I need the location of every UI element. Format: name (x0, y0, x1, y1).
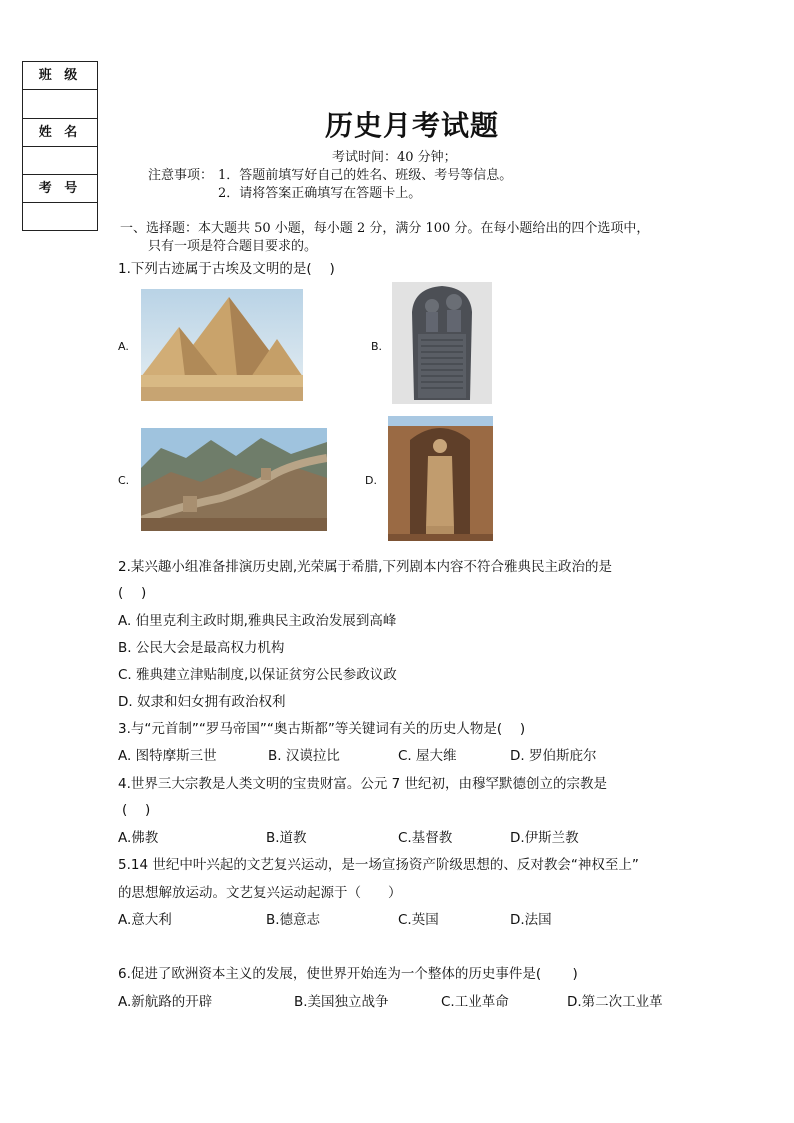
q3-option-b[interactable]: B. 汉谟拉比 (268, 748, 340, 764)
q5-option-b[interactable]: B.德意志 (266, 912, 321, 928)
page-title: 历史月考试题 (324, 109, 499, 142)
student-info-box (22, 61, 98, 231)
q2-option-d[interactable]: D. 奴隶和妇女拥有政治权利 (118, 694, 286, 710)
q6-option-c[interactable]: C.工业革命 (441, 994, 509, 1010)
q3-option-a[interactable]: A. 图特摩斯三世 (118, 748, 217, 764)
q4-option-b[interactable]: B.道教 (266, 830, 307, 846)
q6-option-a[interactable]: A.新航路的开辟 (118, 994, 213, 1010)
q1-option-b-label[interactable]: B. (371, 340, 383, 353)
notice-1: 1．答题前填写好自己的姓名、班级、考号等信息。 (218, 168, 513, 183)
number-field[interactable] (23, 203, 97, 231)
great-wall-image (141, 428, 327, 531)
q5-stem-line1: 5.14 世纪中叶兴起的文艺复兴运动，是一场宣扬资产阶级思想的、反对教会“神权至上” (118, 857, 639, 873)
q4-option-a[interactable]: A.佛教 (118, 830, 159, 846)
q5-option-a[interactable]: A.意大利 (118, 912, 172, 928)
q1-option-a-label[interactable]: A. (118, 340, 129, 353)
q2-stem: 2.某兴趣小组准备排演历史剧,光荣属于希腊,下列剧本内容不符合雅典民主政治的是 (118, 559, 612, 575)
pyramids-image (141, 289, 303, 401)
q4-paren: ( ) (122, 802, 151, 818)
q2-option-c[interactable]: C. 雅典建立津贴制度,以保证贫穷公民参政议政 (118, 667, 397, 683)
q6-stem: 6.促进了欧洲资本主义的发展，使世界开始连为一个整体的历史事件是( ) (118, 966, 578, 982)
q5-stem-line2: 的思想解放运动。文艺复兴运动起源于（ ） (118, 885, 402, 901)
q4-option-d[interactable]: D.伊斯兰教 (510, 830, 579, 846)
section-instructions-line1: 一、选择题：本大题共 50 小题，每小题 2 分，满分 100 分。在每小题给出的四个选项中， (120, 221, 650, 236)
exam-time: 考试时间：40 分钟； (332, 150, 457, 165)
q4-option-c[interactable]: C.基督教 (398, 830, 453, 846)
number-label: 考 号 (23, 175, 97, 203)
q2-option-b[interactable]: B. 公民大会是最高权力机构 (118, 640, 285, 656)
q2-paren: ( ) (118, 585, 147, 601)
q5-option-c[interactable]: C.英国 (398, 912, 439, 928)
q3-option-c[interactable]: C. 屋大维 (398, 748, 457, 764)
q6-option-b[interactable]: B.美国独立战争 (294, 994, 389, 1010)
q1-option-c-label[interactable]: C. (118, 474, 130, 487)
q5-option-d[interactable]: D.法国 (510, 912, 552, 928)
class-label: 班 级 (23, 62, 97, 90)
name-label: 姓 名 (23, 119, 97, 147)
q3-option-d[interactable]: D. 罗伯斯庇尔 (510, 748, 597, 764)
q2-option-a[interactable]: A. 伯里克利主政时期,雅典民主政治发展到高峰 (118, 613, 397, 629)
q4-stem: 4.世界三大宗教是人类文明的宝贵财富。公元 7 世纪初，由穆罕默德创立的宗教是 (118, 776, 608, 792)
notice-label: 注意事项： (148, 168, 214, 183)
hammurabi-stele-image (392, 282, 492, 404)
q1-option-d-label[interactable]: D. (365, 474, 377, 487)
q1-stem: 1.下列古迹属于古埃及文明的是( ) (118, 261, 335, 277)
name-field[interactable] (23, 147, 97, 175)
section-instructions-line2: 只有一项是符合题目要求的。 (148, 239, 318, 254)
notice-2: 2．请将答案正确填写在答题卡上。 (218, 186, 422, 201)
q3-stem: 3.与“元首制”“罗马帝国”“奥古斯都”等关键词有关的历史人物是( ) (118, 721, 526, 737)
q6-option-d[interactable]: D.第二次工业革 (567, 994, 663, 1010)
bamiyan-buddha-image (388, 416, 493, 541)
